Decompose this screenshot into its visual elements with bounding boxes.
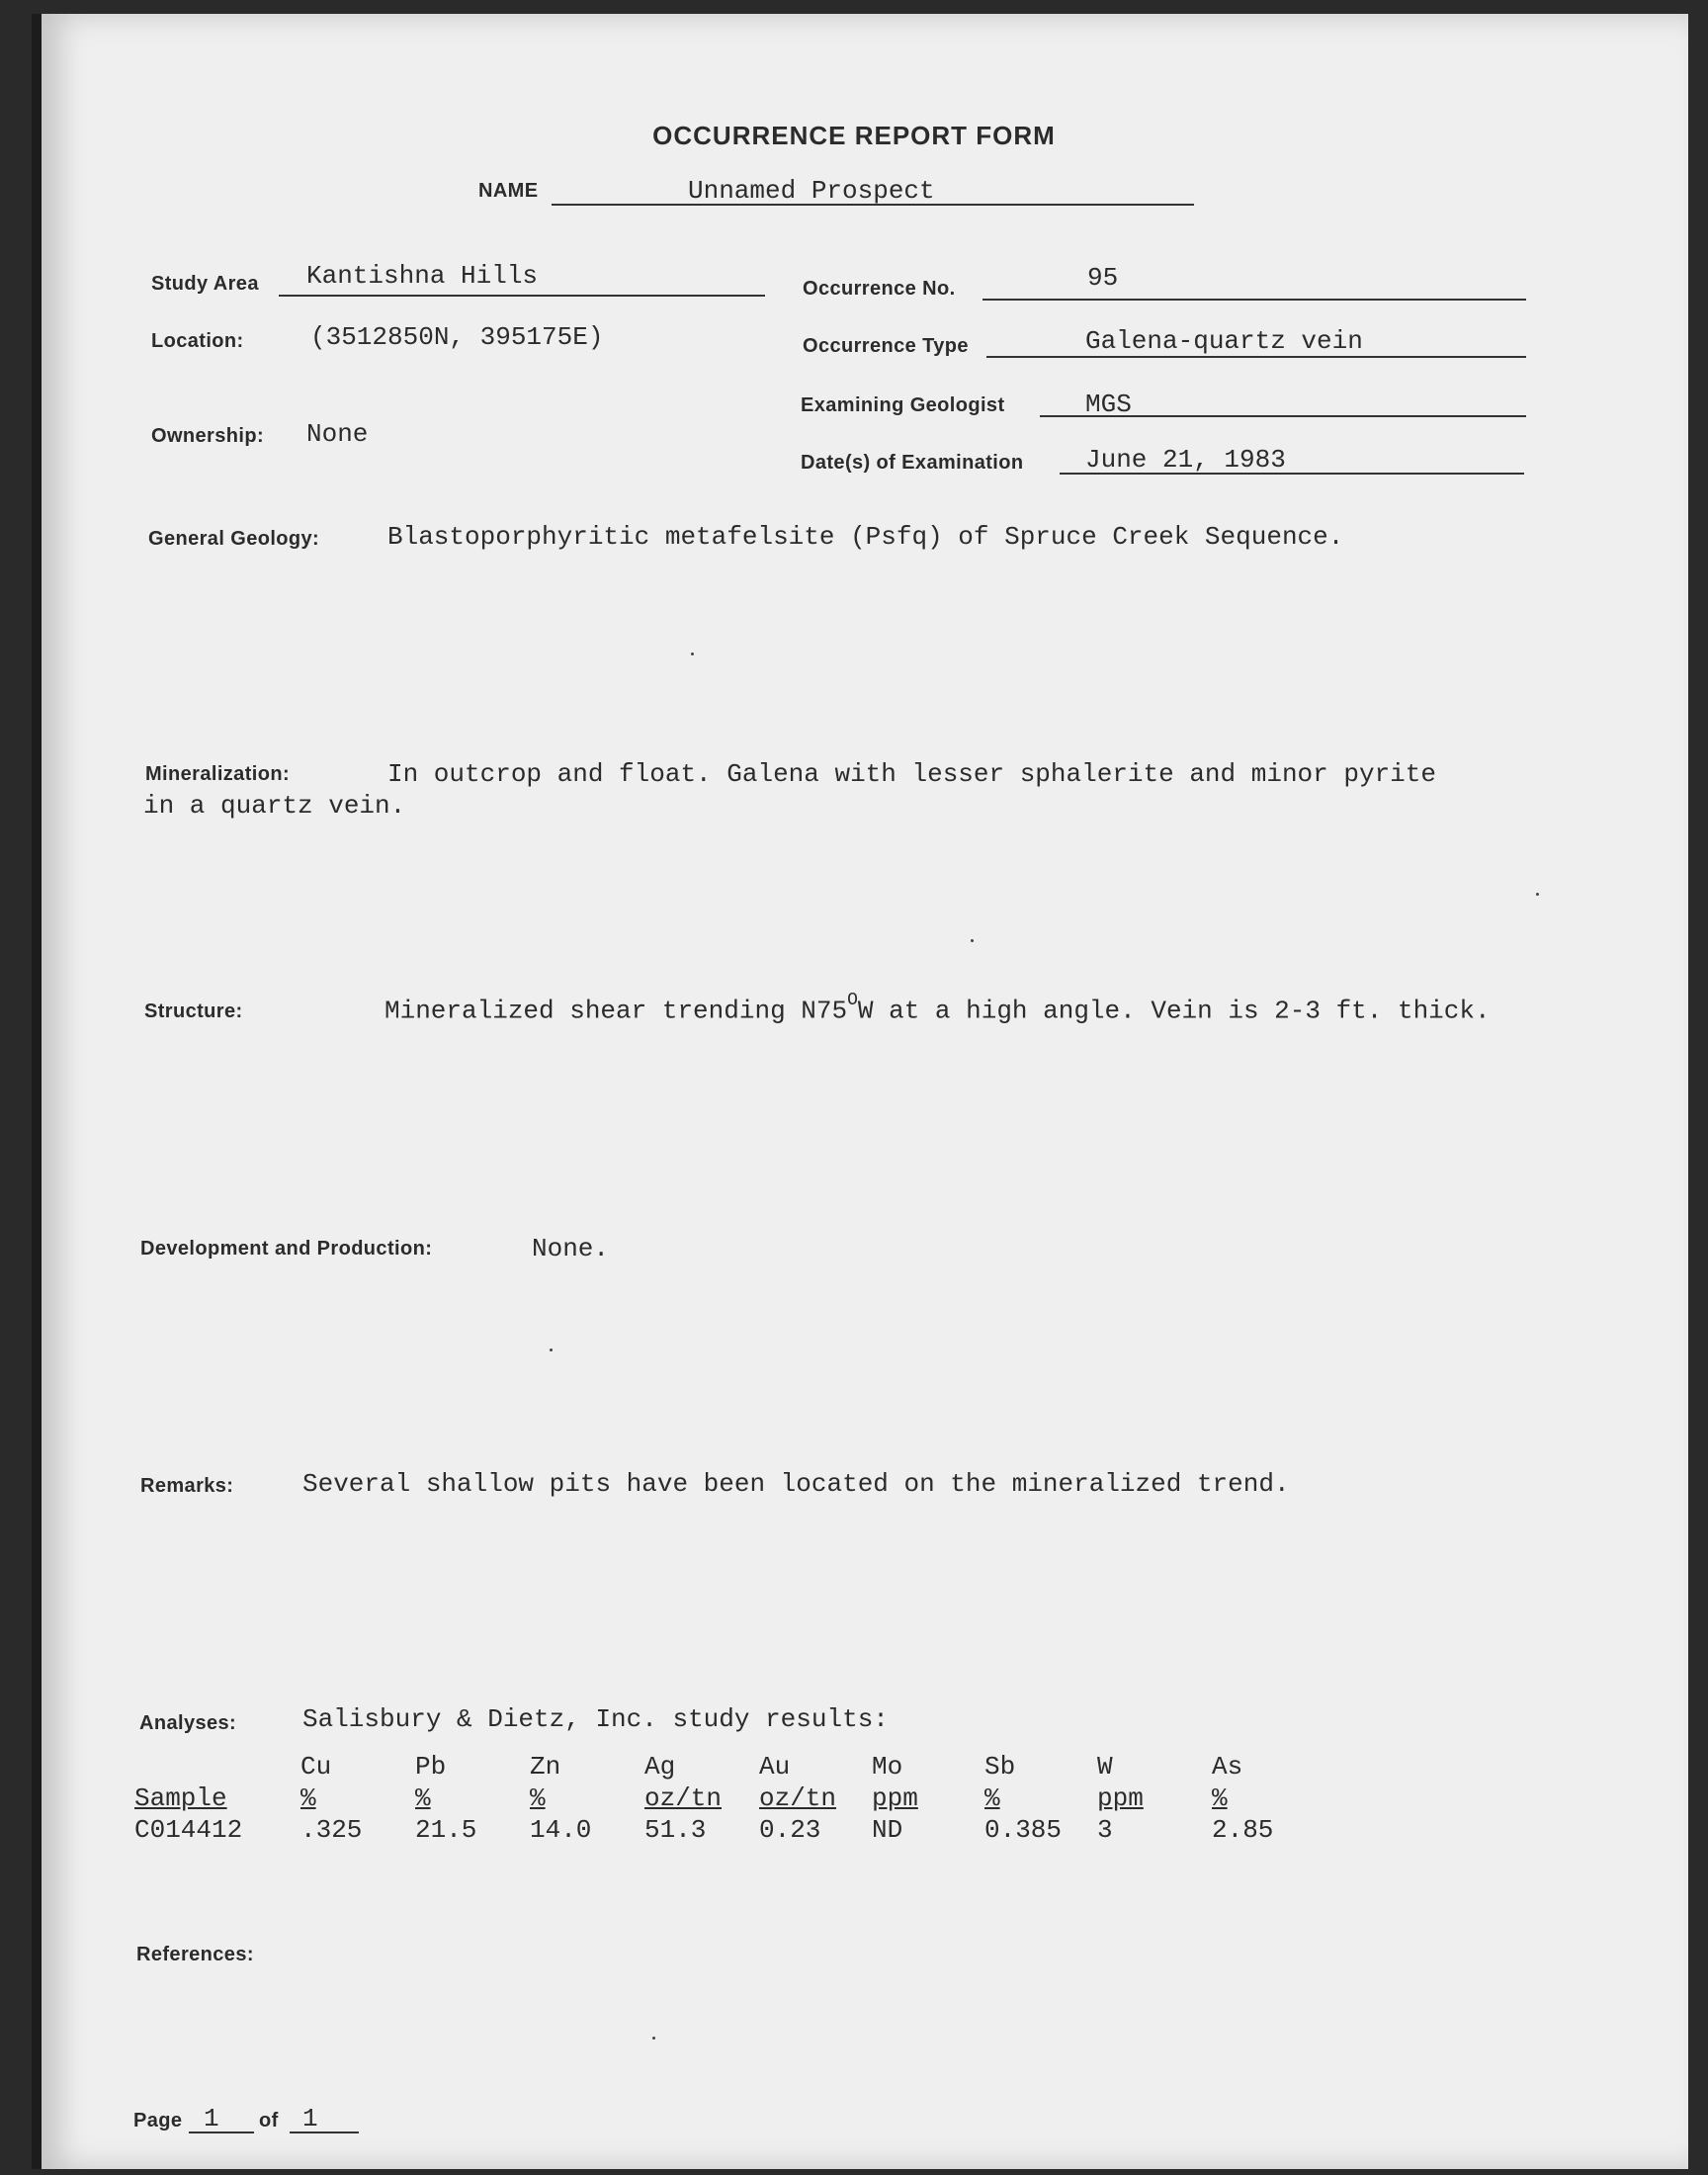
- value-cell: 0.385: [984, 1815, 1063, 1845]
- occurrence-no-label: Occurrence No.: [803, 278, 956, 300]
- page-label: Page: [133, 2110, 183, 2132]
- analyses-header-cell: Mo: [872, 1752, 903, 1782]
- development-label: Development and Production:: [140, 1238, 433, 1260]
- general-geology-value: Blastoporphyritic metafelsite (Psfq) of Spruce Creek Sequence.: [387, 522, 1344, 552]
- analyses-unit-cell: %: [984, 1784, 1000, 1813]
- general-geology-label: General Geology:: [148, 528, 320, 550]
- ownership-label: Ownership:: [151, 425, 265, 447]
- analyses-header-cell: Pb: [415, 1752, 447, 1782]
- scan-speck: [1536, 893, 1539, 896]
- analyses-header-cell: [134, 1750, 300, 1782]
- analyses-header-cell: W: [1097, 1752, 1113, 1782]
- analyses-unit-cell: ppm: [1097, 1784, 1144, 1813]
- location-label: Location:: [151, 330, 244, 352]
- study-area-value: Kantishna Hills: [306, 261, 539, 291]
- scan-border-top: [840, 0, 1708, 14]
- form-title: OCCURRENCE REPORT FORM: [652, 121, 1056, 150]
- structure-label: Structure:: [144, 1000, 243, 1022]
- analyses-unit-cell: oz/tn: [644, 1784, 723, 1813]
- sample-id-cell: C014412: [134, 1815, 243, 1845]
- page-num-underline: [189, 2132, 254, 2133]
- degree-symbol: O: [847, 991, 858, 1010]
- examining-geologist-value: MGS: [1085, 390, 1132, 419]
- structure-text-before: Mineralized shear trending N75: [384, 996, 848, 1026]
- analyses-unit-cell: %: [530, 1784, 546, 1813]
- scan-speck: [971, 939, 974, 942]
- page-total-value: 1: [302, 2104, 318, 2133]
- ownership-value: None: [306, 419, 369, 449]
- study-area-label: Study Area: [151, 273, 259, 295]
- references-label: References:: [136, 1944, 254, 1965]
- date-value: June 21, 1983: [1085, 445, 1286, 475]
- value-cell: 2.85: [1212, 1815, 1274, 1845]
- value-cell: 3: [1097, 1815, 1113, 1845]
- of-label: of: [259, 2110, 279, 2132]
- scan-speck: [652, 2037, 655, 2040]
- table-row: [134, 1813, 1291, 1845]
- occurrence-type-underline: [986, 356, 1526, 358]
- mineralization-label: Mineralization:: [145, 763, 291, 785]
- page-total-underline: [290, 2132, 359, 2133]
- value-cell: 0.23: [759, 1815, 821, 1845]
- analyses-unit-cell: %: [1212, 1784, 1228, 1813]
- date-label: Date(s) of Examination: [801, 452, 1024, 474]
- analyses-unit-cell: Sample: [134, 1784, 227, 1813]
- mineralization-line-2: in a quartz vein.: [143, 791, 406, 821]
- analyses-table: [134, 1750, 1291, 1845]
- remarks-value: Several shallow pits have been located on the mineralized trend.: [302, 1469, 1290, 1499]
- analyses-header-cell: Sb: [984, 1752, 1016, 1782]
- analyses-label: Analyses:: [139, 1712, 237, 1734]
- page-num-value: 1: [204, 2104, 219, 2133]
- value-cell: 14.0: [530, 1815, 592, 1845]
- examining-geologist-label: Examining Geologist: [801, 394, 1005, 416]
- value-cell: .325: [300, 1815, 363, 1845]
- value-cell: 21.5: [415, 1815, 477, 1845]
- mineralization-line-1: In outcrop and float. Galena with lesser sphalerite and minor pyrite: [387, 759, 1436, 789]
- structure-value: [384, 991, 1491, 1026]
- value-cell: 51.3: [644, 1815, 707, 1845]
- study-area-underline: [279, 295, 765, 297]
- name-value: Unnamed Prospect: [688, 176, 935, 206]
- location-value: (3512850N, 395175E): [310, 322, 604, 352]
- analyses-header-cell: Zn: [530, 1752, 561, 1782]
- occurrence-no-value: 95: [1087, 263, 1119, 293]
- analyses-unit-cell: %: [415, 1784, 431, 1813]
- analyses-unit-cell: %: [300, 1784, 316, 1813]
- name-label: NAME: [478, 180, 539, 202]
- scan-speck: [550, 1348, 553, 1351]
- analyses-value: Salisbury & Dietz, Inc. study results:: [302, 1704, 889, 1734]
- occurrence-type-label: Occurrence Type: [803, 335, 969, 357]
- analyses-header-cell: Ag: [644, 1752, 676, 1782]
- development-value: None.: [532, 1234, 610, 1263]
- structure-text-after: W at a high angle. Vein is 2-3 ft. thick.: [857, 996, 1491, 1026]
- analyses-header-cell: Cu: [300, 1752, 332, 1782]
- remarks-label: Remarks:: [140, 1475, 234, 1497]
- analyses-units-row: [134, 1782, 1291, 1813]
- scan-speck: [691, 652, 694, 655]
- occurrence-no-underline: [982, 299, 1526, 301]
- analyses-unit-cell: ppm: [872, 1784, 918, 1813]
- analyses-unit-cell: oz/tn: [759, 1784, 837, 1813]
- analyses-header-cell: As: [1212, 1752, 1243, 1782]
- value-cell: ND: [872, 1815, 903, 1845]
- analyses-header-cell: Au: [759, 1752, 791, 1782]
- occurrence-type-value: Galena-quartz vein: [1085, 326, 1363, 356]
- analyses-element-row: [134, 1750, 1291, 1782]
